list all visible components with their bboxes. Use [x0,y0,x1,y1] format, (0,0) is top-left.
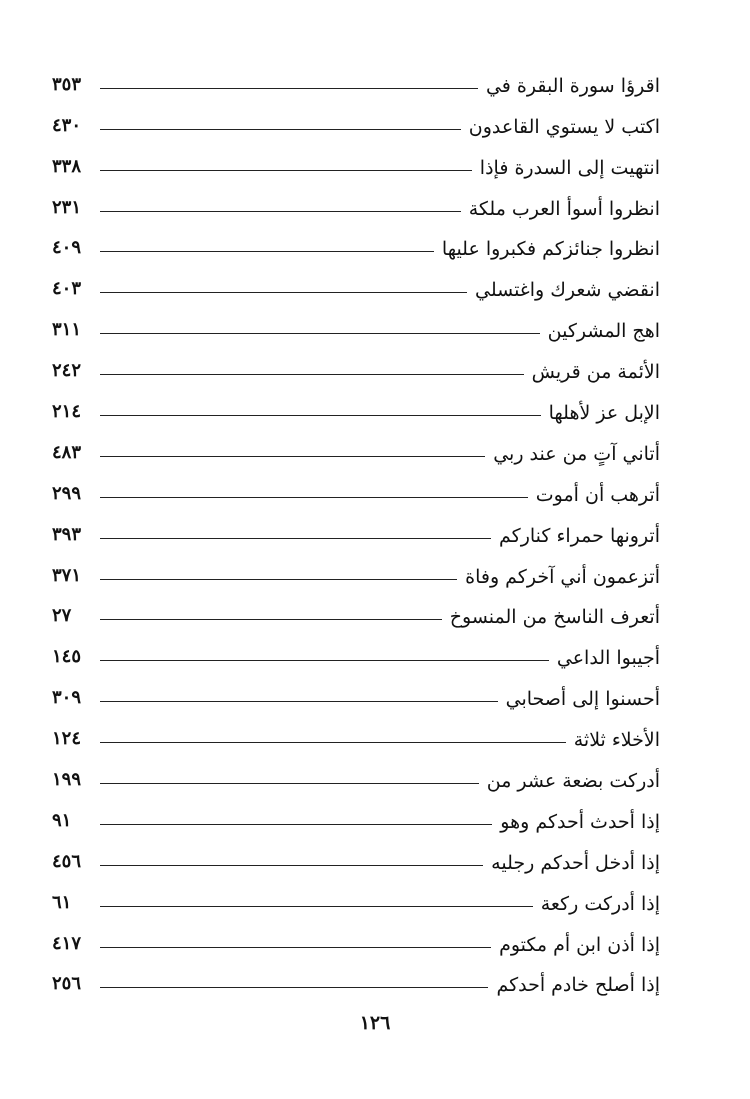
index-entry [52,594,660,635]
leader-line [100,170,472,171]
leader-line [100,497,528,498]
leader-line [100,619,442,620]
entry-text: انقضي شعرك واغتسلي [475,279,660,302]
leader-line [100,374,524,375]
leader-line [100,906,533,907]
entry-page-number: ٦١ [52,891,72,913]
index-entry [52,839,660,880]
index-entry [52,266,660,307]
entry-text: الإبل عز لأهلها [548,402,660,425]
entry-text: انظروا أسوأ العرب ملكة [468,197,660,220]
index-entry [52,62,660,103]
index-entry [52,103,660,144]
entry-text: انظروا جنائزكم فكبروا عليها [441,238,660,261]
entry-page-number: ٤٠٣ [52,278,82,300]
index-entry [52,471,660,512]
index-entry [52,798,660,839]
leader-line [100,742,566,743]
entry-text: إذا أصلح خادم أحدكم [496,974,660,997]
entry-page-number: ٣٩٣ [52,523,82,545]
entry-page-number: ١٢٤ [52,728,82,750]
leader-line [100,456,485,457]
leader-line [100,783,479,784]
entry-text: أدركت بضعة عشر من [486,770,660,793]
index-entry [52,880,660,921]
entry-page-number: ٩١ [52,809,72,831]
entry-page-number: ١٤٥ [52,646,82,668]
entry-text: إذا أذن ابن أم مكتوم [499,933,660,956]
index-entry [52,757,660,798]
entry-page-number: ٢٧ [52,605,72,627]
index-entry [52,512,660,553]
leader-line [100,129,461,130]
index-entry [52,634,660,675]
leader-line [100,701,498,702]
hadith-index-list [52,62,660,1002]
leader-line [100,251,434,252]
leader-line [100,415,541,416]
index-entry [52,226,660,267]
entry-text: الأخلاء ثلاثة [573,729,660,752]
entry-text: أتاني آتٍ من عند ربي [493,442,660,465]
entry-page-number: ٢٥٦ [52,973,82,995]
entry-page-number: ٤٨٣ [52,441,82,463]
entry-text: انتهيت إلى السدرة فإذا [479,156,660,179]
entry-text: أتزعمون أني آخركم وفاة [465,565,660,588]
entry-page-number: ٣٠٩ [52,687,82,709]
leader-line [100,660,549,661]
entry-text: إذا أحدث أحدكم وهو [500,810,660,833]
index-entry [52,144,660,185]
index-entry [52,921,660,962]
index-entry [52,307,660,348]
entry-page-number: ٢١٤ [52,401,82,423]
entry-page-number: ٢٣١ [52,196,82,218]
entry-text: اهج المشركين [547,320,660,343]
entry-text: الأئمة من قريش [531,361,660,384]
page-number: ١٢٦ [359,1012,391,1034]
entry-text: إذا أدخل أحدكم رجليه [491,851,660,874]
entry-text: أجيبوا الداعي [556,647,660,670]
entry-page-number: ٤٥٦ [52,850,82,872]
index-entry [52,962,660,1003]
entry-text: أحسنوا إلى أصحابي [505,688,660,711]
leader-line [100,333,540,334]
leader-line [100,538,491,539]
entry-page-number: ٤١٧ [52,932,82,954]
entry-text: أترهب أن أموت [535,483,660,506]
leader-line [100,292,467,293]
entry-page-number: ١٩٩ [52,769,82,791]
index-entry [52,430,660,471]
entry-text: أتعرف الناسخ من المنسوخ [449,606,660,629]
entry-page-number: ٢٤٢ [52,360,82,382]
leader-line [100,947,491,948]
index-entry [52,348,660,389]
index-entry [52,675,660,716]
index-entry [52,716,660,757]
entry-text: اكتب لا يستوي القاعدون [468,115,660,138]
entry-page-number: ٣١١ [52,319,82,341]
entry-page-number: ٢٩٩ [52,482,82,504]
entry-page-number: ٤٣٠ [52,114,82,136]
leader-line [100,987,488,988]
entry-text: اقرؤا سورة البقرة في [485,74,660,97]
index-entry [52,389,660,430]
entry-text: إذا أدركت ركعة [540,892,660,915]
leader-line [100,824,492,825]
leader-line [100,579,457,580]
index-entry [52,185,660,226]
leader-line [100,865,483,866]
leader-line [100,211,461,212]
entry-page-number: ٤٠٩ [52,237,82,259]
entry-page-number: ٣٥٣ [52,73,82,95]
entry-text: أترونها حمراء كناركم [499,524,660,547]
entry-page-number: ٣٣٨ [52,155,82,177]
index-entry [52,553,660,594]
entry-page-number: ٣٧١ [52,564,82,586]
leader-line [100,88,478,89]
